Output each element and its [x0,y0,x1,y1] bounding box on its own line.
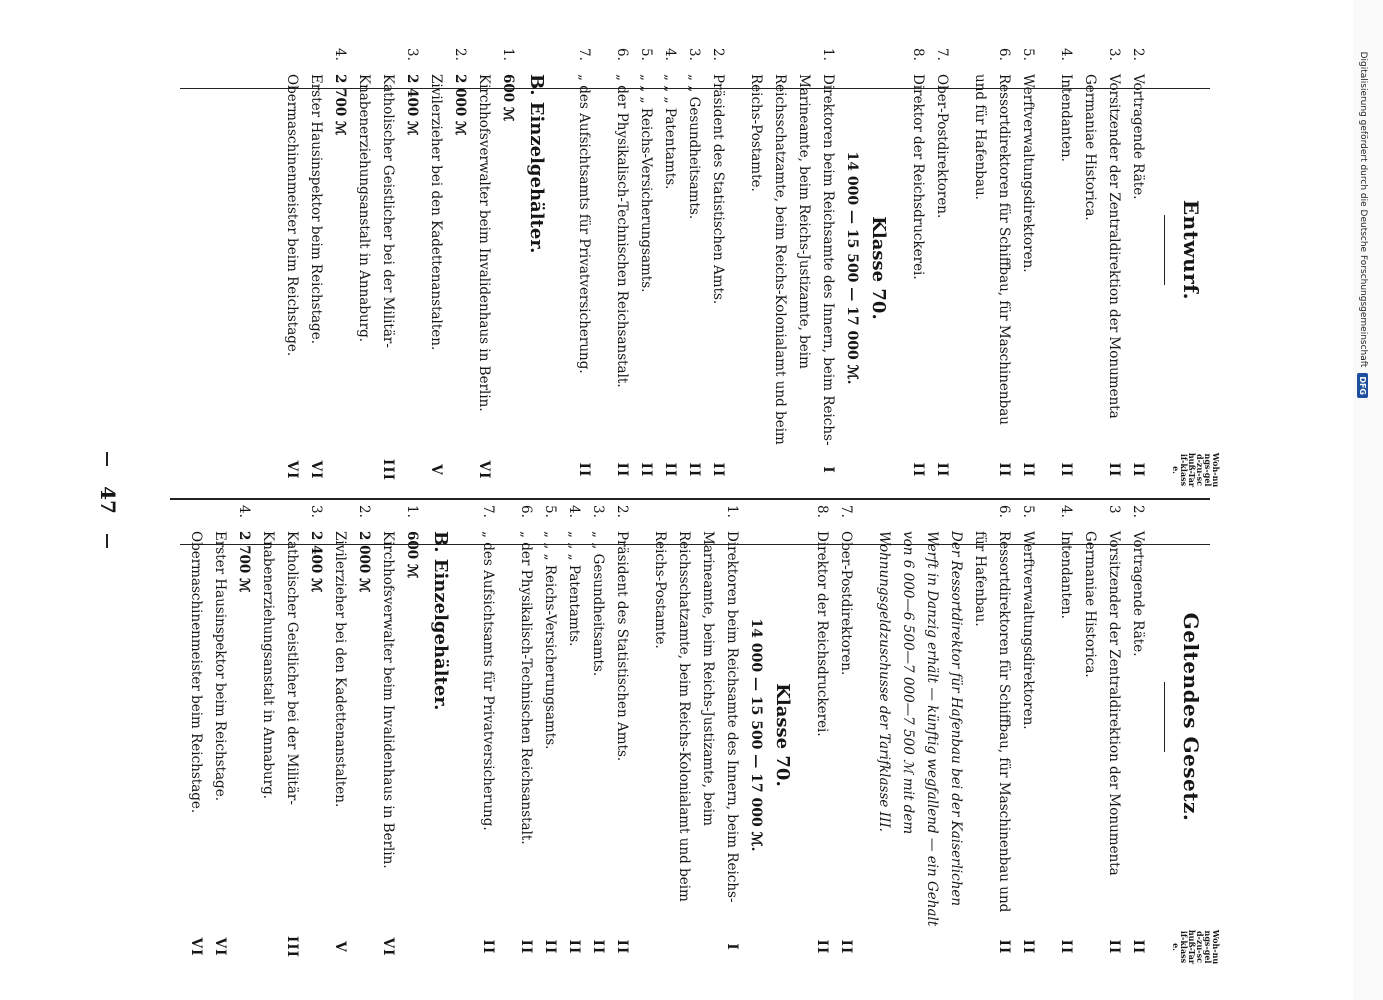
tariff-class-cell [1102,452,1126,488]
entry-text: „ „ „ Patentamts. [662,74,678,190]
tariff-class: II [542,939,558,955]
tariff-column-header: Woh-nungs-geld-zu-schuß-Tarif-klasse. [1171,929,1221,965]
tariff-class-cell [328,929,376,965]
salary-amount: 2 400 ℳ [308,531,324,593]
spacer [1040,48,1054,488]
entry-text-block [572,74,596,452]
entry-text: Direktor der Reichsdruckerei. [814,531,830,737]
tariff-class-cell [280,452,352,488]
tariff-class: II [1020,939,1036,955]
tariff-class: I [820,466,836,474]
entry-text-block [906,74,930,452]
entry-text-block [256,531,328,929]
entry-number: 3. [308,505,324,518]
spacer [796,505,810,965]
entry-row [968,48,1016,488]
entry-row [682,48,706,488]
tariff-class-cell [610,452,634,488]
entry-text-block [1078,531,1126,929]
entry-row [1078,505,1126,965]
tariff-class-cell [280,929,328,965]
entry-number: 7. [838,505,854,518]
tariff-spacer [400,929,424,965]
tariff-class: VI [308,460,324,480]
entry-row [906,48,930,488]
entry-text: „ „ Gesundheitsamts. [590,531,606,677]
entry-row [610,48,634,488]
entry-number: 5. [638,48,654,61]
entry-number: 2. [1130,505,1146,518]
column-title: Geltendes Gesetz. [1179,612,1203,822]
tariff-class: II [996,939,1012,955]
tariff-class: II [566,939,582,955]
column-title: Entwurf. [1179,199,1203,301]
entry-row [706,48,730,488]
entry-text: Zivilerzieher bei den Kadettenanstalten. [428,74,444,351]
entry-row [586,505,610,965]
entry-text: „ „ „ Patentamts. [566,531,582,647]
entry-text: Vortragende Räte. [1130,74,1146,200]
tariff-class-cell [810,929,834,965]
entry-text: Ober-Postdirektoren. [934,74,950,219]
entry-number: 1. [820,48,836,61]
entry-text-block [1016,74,1040,452]
entry-text: „ „ „ Reichs-Versicherungsamts. [542,531,558,750]
entry-text-block [1016,531,1040,929]
entry-text: „ des Aufsichtsamts für Privatversicherung. [576,74,592,374]
tariff-class-cell [634,452,658,488]
entry-text: Vorsitzender der Zentraldirektion der Monumenta Germaniae Historica. [1082,74,1122,419]
entry-text: Präsident des Statistischen Amts. [614,531,630,762]
column-entwurf [140,48,1220,488]
entry-text-block [648,531,744,929]
entry-number: 1. [404,505,420,518]
tariff-class: II [934,462,950,478]
tariff-class: II [710,462,726,478]
entry-number: 4. [1058,505,1074,518]
entry-number: 2. [1130,48,1146,61]
entry-text-secondary: Obermaschinenmeister beim Reichstage. [188,531,204,814]
salary-amount: 2 400 ℳ [404,74,420,136]
entry-text-block [538,531,562,929]
entry-text: Werftverwaltungsdirektoren. [1020,531,1036,730]
entry-text-block [682,74,706,452]
tariff-class-cell [816,452,840,488]
entry-row [1126,48,1150,488]
tariff-class-cell [992,929,1016,965]
tariff-class: V [428,464,444,476]
spacer [634,505,648,965]
tariff-class-cell [720,929,744,965]
digitization-note [1352,18,1374,398]
entry-row [538,505,562,965]
tariff-column-header: Woh-nungs-geld-zu-schuß-Tarif-klasse. [1171,452,1221,488]
entry-text-block [376,531,424,929]
entry-row [634,48,658,488]
tariff-class: V [332,941,348,953]
tariff-class: II [686,462,702,478]
tariff-class-cell [1054,929,1078,965]
entry-number: 5. [542,505,558,518]
entry-text: Erster Hausinspektor beim Reichstage. [212,531,228,801]
entry-number: 4. [236,505,252,518]
entry-number: 8. [814,505,830,518]
tariff-class-cell [1016,929,1040,965]
entry-text: Katholischer Geistlicher bei der Militär-Knabenerziehungsanstalt in Annaburg. [260,531,300,805]
entry-text-secondary: Obermaschinenmeister beim Reichstage. [284,74,300,357]
entry-row [648,505,744,965]
tariff-class-cell [572,452,596,488]
tariff-class-cell [562,929,586,965]
entry-text-block [930,74,954,452]
entry-row [744,48,840,488]
salary-amount: 2 000 ℳ [452,74,468,136]
spacer [596,48,610,488]
entry-text: Kirchhofsverwalter beim Invalidenhaus in Berlin. [380,531,396,869]
tariff-class-cell [1016,452,1040,488]
page-number [92,480,124,520]
entry-text-block [658,74,682,452]
tariff-class: II [1058,462,1074,478]
spacer [456,505,476,965]
entry-number: 1. [500,48,516,61]
dfg-logo: DFG [1358,373,1369,398]
tariff-class-cell [1102,929,1126,965]
page-number-dash-bottom [106,534,108,548]
column-geltendes-gesetz [140,505,1220,965]
tariff-spacer [448,452,472,488]
entry-text: Präsident des Statistischen Amts. [710,74,726,305]
column-title-block [1156,505,1203,929]
class-salary-range: 14 000 — 15 500 — 17 000 ℳ. [844,151,860,385]
spacer [892,48,906,488]
entry-note: Der Ressortdirektor für Hafenbau bei der Kaiserlichen Werft in Danzig erhält — künftig wegfallend — ein Gehalt von 6 000—6 500—7 000—7 500 ℳ mit dem Wohnungsgeldzuschusse der Tarifklasse III. [876,531,964,927]
entry-row [1126,505,1150,965]
spacer [500,505,514,965]
entry-number: 5. [1020,48,1036,61]
tariff-class: II [996,462,1012,478]
tariff-class-cell [1054,452,1078,488]
page-number-dash-top [106,452,108,466]
entry-text-block [810,531,834,929]
entry-row [472,48,520,488]
spacer [730,48,744,488]
entry-text: „ „ Gesundheitsamts. [686,74,702,220]
tariff-class: I [724,943,740,951]
tariff-class: II [1130,939,1146,955]
entry-row [376,505,424,965]
tariff-class: II [576,462,592,478]
entry-row [476,505,500,965]
tariff-class-cell [610,929,634,965]
entry-row [562,505,586,965]
entry-number: 5. [1020,505,1036,518]
salary-amount: 2 000 ℳ [356,531,372,593]
column-body [140,505,1220,965]
tariff-class-cell [476,929,500,965]
tariff-spacer [328,452,352,488]
column-header [1156,48,1220,488]
entry-row [834,505,858,965]
entry-row [572,48,596,488]
entry-text: Zivilerzieher bei den Kadettenanstalten. [332,531,348,808]
entry-row [658,48,682,488]
entry-text-block [352,74,424,452]
section-heading: B. Einzelgehälter. [526,74,547,254]
entry-text-block [562,531,586,929]
entry-text: Werftverwaltungsdirektoren. [1020,74,1036,273]
tariff-class: VI [380,937,396,957]
entry-text: Direktoren beim Reichsamte des Innern, beim Reichs-Marineamte, beim Reichs-Justizamte, beim Reichsschatzamte, beim Reichs-Kolonialamt und beim Reichs-Postamte. [748,74,836,446]
tariff-class-cell [930,452,954,488]
entry-number: 6. [614,48,630,61]
tariff-class-cell [1126,452,1150,488]
entry-row [1054,505,1078,965]
tariff-class: III [284,936,300,958]
entry-row [1078,48,1126,488]
tariff-class: III [380,459,396,481]
entry-text-block [1054,74,1078,452]
entry-number: 7. [480,505,496,518]
entry-number: 8. [910,48,926,61]
entry-number: 2. [452,48,468,61]
entry-row [610,505,634,965]
entry-row [184,505,256,965]
section-heading: B. Einzelgehälter. [430,531,451,711]
tariff-class: II [480,939,496,955]
tariff-class: II [638,462,654,478]
entry-text-block [610,74,634,452]
entry-text: „ des Aufsichtsamts für Privatversicherung. [480,531,496,831]
entry-row [352,48,424,488]
tariff-class-cell [1126,929,1150,965]
tariff-class-cell [472,452,520,488]
entry-text-block [184,531,256,929]
entry-row [514,505,538,965]
tariff-class-cell [834,929,858,965]
tariff-class: II [1106,939,1122,955]
entry-row [1054,48,1078,488]
tariff-spacer [232,929,256,965]
entry-text: Ressortdirektoren für Schiffbau, für Maschinenbau und für Hafenbau. [972,531,1012,913]
tariff-class-secondary: VI [284,460,300,480]
entry-text: Vortragende Räte. [1130,531,1146,657]
tariff-spacer [496,452,520,488]
salary-amount: 600 ℳ [404,531,420,579]
entry-row [930,48,954,488]
tariff-class: II [614,939,630,955]
tariff-class: II [1020,462,1036,478]
entry-row [424,48,472,488]
entry-text-block [1054,531,1078,929]
entry-row [1016,505,1040,965]
tariff-class: II [662,462,678,478]
column-title-block [1156,48,1203,452]
entry-row [256,505,328,965]
entry-text: Intendanten. [1058,74,1074,162]
entry-number: 3. [686,48,702,61]
title-underline [1164,215,1165,285]
tariff-class: II [838,939,854,955]
tariff-class-cell [658,452,682,488]
entry-number: 4. [566,505,582,518]
entry-number: 6. [996,505,1012,518]
entry-row [810,505,834,965]
tariff-class-cell [376,452,424,488]
class-heading: Klasse 70. [868,216,889,320]
entry-row [872,505,1016,965]
entry-number: 3. [404,48,420,61]
entry-number: 3 [1106,505,1122,514]
entry-text-block [634,74,658,452]
entry-text: Intendanten. [1058,531,1074,619]
entry-number: 4. [332,48,348,61]
entry-text-block [968,74,1016,452]
tariff-class: II [1130,462,1146,478]
entry-text: Vorsitzender der Zentraldirektion der Monumenta Germaniae Historica. [1082,531,1122,876]
entry-text-block [744,74,840,452]
entry-text-block [834,531,858,929]
entry-text: Kirchhofsverwalter beim Invalidenhaus in Berlin. [476,74,492,412]
entry-text-block [424,74,472,452]
tariff-class-cell [706,452,730,488]
tariff-class-cell [906,452,930,488]
entry-text-block [1126,531,1150,929]
column-body [140,48,1220,488]
entry-text: Direktor der Reichsdruckerei. [910,74,926,280]
entry-number: 1. [724,505,740,518]
spacer [1040,505,1054,965]
page-number-text: 47 [96,486,120,514]
entry-number: 3. [590,505,606,518]
entry-number: 3. [1106,48,1122,61]
entry-row [1016,48,1040,488]
entry-number: 7. [576,48,592,61]
tariff-class-cell [586,929,610,965]
tariff-spacer [304,929,328,965]
entry-text-block [706,74,730,452]
entry-number: 2. [356,505,372,518]
entry-number: 4. [662,48,678,61]
tariff-class: II [614,462,630,478]
tariff-class: II [1106,462,1122,478]
tariff-class-secondary: VI [188,937,204,957]
tariff-class-cell [376,929,424,965]
entry-text-block [872,531,1016,929]
column-entries [280,48,1150,488]
tariff-spacer [400,452,424,488]
entry-text: Direktoren beim Reichsamte des Innern, beim Reichs-Marineamte, beim Reichs-Justizamte, beim Reichsschatzamte, beim Reichs-Kolonialamt und beim Reichs-Postamte. [652,531,740,903]
digitization-text: Digitalisierung gefördert durch die Deutsche Forschungsgemeinschaft [1358,51,1368,368]
entry-text-block [1078,74,1126,452]
tariff-class-cell [682,452,706,488]
salary-amount: 600 ℳ [500,74,516,122]
entry-text: Ressortdirektoren für Schiffbau, für Maschinenbau und für Hafenbau. [972,74,1012,425]
entry-number: 2. [710,48,726,61]
entry-text-block [472,74,520,452]
column-divider [170,498,1210,500]
entry-text: „ der Physikalisch-Technischen Reichsanstalt. [518,531,534,845]
spacer [954,48,968,488]
entry-text: Ober-Postdirektoren. [838,531,854,676]
entry-row [280,48,352,488]
entry-text-block [586,531,610,929]
entry-text-block [514,531,538,929]
entry-row [328,505,376,965]
tariff-class: VI [476,460,492,480]
column-header [1156,505,1220,965]
entry-number: 2. [614,505,630,518]
tariff-class-cell [424,452,472,488]
entry-text-block [476,531,500,929]
entry-number: 4. [1058,48,1074,61]
spacer [858,505,872,965]
entry-number: 6. [518,505,534,518]
tariff-class: VI [212,937,228,957]
spacer [552,48,572,488]
salary-amount: 2 700 ℳ [332,74,348,136]
tariff-class: II [814,939,830,955]
entry-text: Katholischer Geistlicher bei der Militär-Knabenerziehungsanstalt in Annaburg. [356,74,396,348]
class-heading: Klasse 70. [772,683,793,787]
tariff-class-cell [514,929,538,965]
tariff-class-cell [992,452,1016,488]
tariff-class-cell [184,929,256,965]
entry-number: 6. [996,48,1012,61]
entry-text-block [280,74,352,452]
salary-amount: 2 700 ℳ [236,531,252,593]
entry-number: 7. [934,48,950,61]
class-salary-range: 14 000 — 15 500 — 17 000 ℳ. [748,618,764,852]
column-entries [184,505,1150,965]
entry-text-block [1126,74,1150,452]
tariff-class-cell [538,929,562,965]
tariff-class: II [1058,939,1074,955]
entry-text: „ „ „ Reichs-Versicherungsamts. [638,74,654,293]
entry-text: Erster Hausinspektor beim Reichstage. [308,74,324,344]
entry-text-block [610,531,634,929]
tariff-class: II [518,939,534,955]
entry-text-block [328,531,376,929]
entry-text: „ der Physikalisch-Technischen Reichsanstalt. [614,74,630,388]
tariff-class: II [910,462,926,478]
tariff-spacer [352,929,376,965]
title-underline [1164,682,1165,752]
tariff-class: II [590,939,606,955]
